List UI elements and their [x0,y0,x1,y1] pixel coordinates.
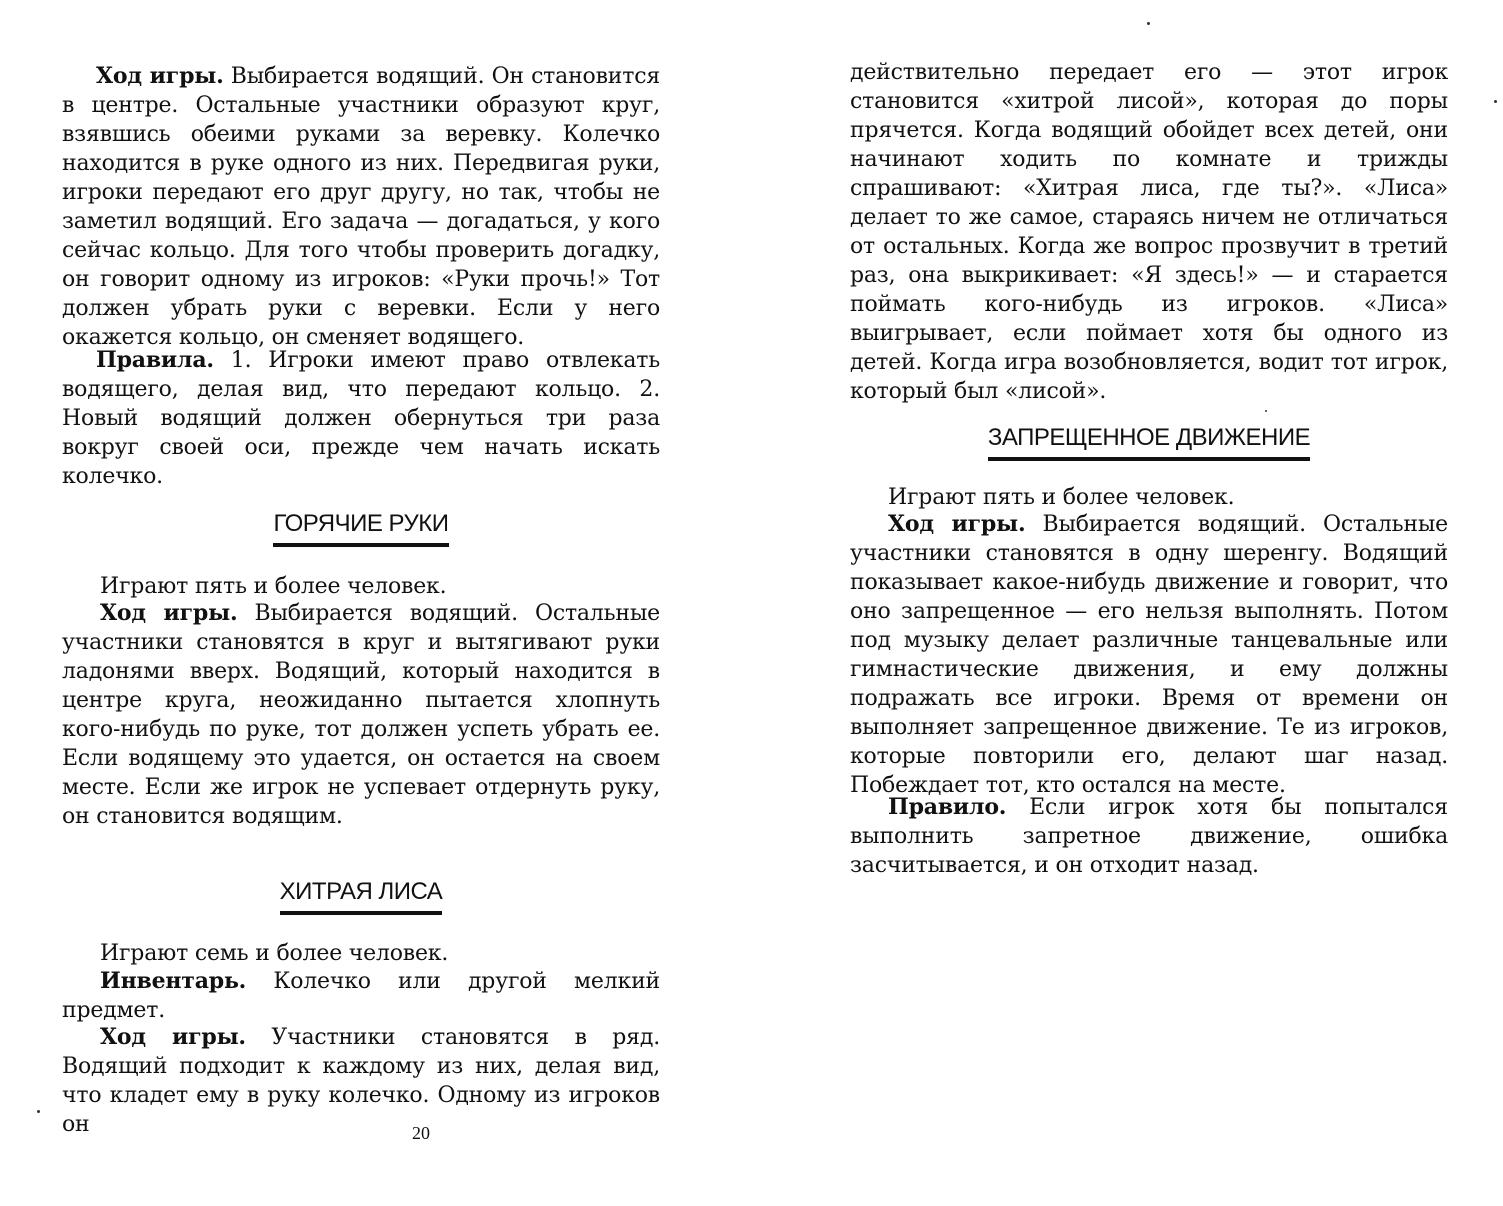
hot-hands-lead: Ход игры. [100,600,238,626]
forbidden-move-text: Выбирается водящий. Остальные участники становятся в одну шеренгу. Водящий показывает какое-нибудь движение и говорит, что оно запрещенное — его нельзя выполнять. Потом под музыку делает различные танцевальные или гимнастические движения, и ему должны подражать все игроки. Время от времени он выполняет запрещенное движение. Те из игроков, которые повторили его, делают шаг назад. Побеждает тот, кто остался на месте. [850,512,1448,798]
sly-fox-paragraph [62,1023,660,1139]
hot-hands-text: Выбирается водящий. Остальные участники становятся в круг и вытягивают руки ладонями вверх. Водящий, который находится в центре круга, неожиданно пытается хлопнуть кого-нибудь по руке, тот должен успеть убрать ее. Если водящему это удается, он остается на своем месте. Если же игрок не успевает отдернуть руку, он становится водящим. [62,601,660,829]
left-intro-lead: Ход игры. [96,63,224,89]
hot-hands-players: Играют пять и более человек. [100,574,447,599]
sly-fox-inventory-lead: Инвентарь. [100,968,247,994]
hot-hands-paragraph [62,599,660,831]
scan-speck [37,1110,40,1113]
forbidden-move-title: ЗАПРЕЩЕННОЕ ДВИЖЕНИЕ [988,424,1310,461]
hot-hands-heading-wrap [62,510,660,547]
sly-fox-text: Участники становятся в ряд. Водящий подходит к каждому из них, делая вид, что кладет ему в руку колечко. Одному из игроков он [62,1025,660,1137]
sly-fox-inventory-text: Колечко или другой мелкий предмет. [62,969,660,1023]
sly-fox-heading-wrap [62,878,660,915]
forbidden-move-paragraph [850,510,1448,800]
sly-fox-lead: Ход игры. [100,1024,246,1050]
sly-fox-continuation: действительно передает его — этот игрок становится «хитрой лисой», которая до поры прячется. Когда водящий обойдет всех детей, они начинают ходить по комнате и трижды спрашивают: «Хитрая лиса, где ты?». «Лиса» делает то же самое, стараясь ничем не отличаться от остальных. Когда же вопрос прозвучит в третий раз, она выкрикивает: «Я здесь!» — и старается поймать кого-нибудь из игроков. «Лиса» выигрывает, если поймает хотя бы одного из детей. Когда игра возобновляется, водит тот игрок, который был «лисой». [850,60,1448,404]
left-intro-paragraph [62,62,660,352]
scan-speck [1147,22,1150,25]
left-rules-lead: Правила. [96,347,214,373]
forbidden-move-rule-text: Если игрок хотя бы попытался выполнить запретное движение, ошибка засчитывается, и он отходит назад. [850,795,1448,878]
forbidden-move-lead: Ход игры. [888,511,1026,537]
sly-fox-players: Играют семь и более человек. [100,941,449,966]
hot-hands-title: ГОРЯЧИЕ РУКИ [273,510,448,547]
scan-speck [1265,410,1267,412]
sly-fox-inventory-paragraph [62,967,660,1025]
forbidden-move-rule-paragraph [850,793,1448,880]
left-rules-paragraph [62,346,660,491]
left-rules-text: 1. Игроки имеют право отвлекать водящего, делая вид, что передают кольцо. 2. Новый водящий должен обернуться три раза вокруг своей оси, прежде чем начать искать колечко. [62,348,660,489]
page-number: 20 [412,1123,430,1143]
sly-fox-title: ХИТРАЯ ЛИСА [280,878,443,915]
forbidden-move-rule-lead: Правило. [888,794,1007,820]
forbidden-move-players: Играют пять и более человек. [888,485,1235,510]
forbidden-move-heading-wrap [850,424,1448,461]
scan-speck [1494,100,1497,103]
left-intro-text: Выбирается водящий. Он становится в центре. Остальные участники образуют круг, взявшись обеими руками за веревку. Колечко находится в руке одного из них. Передвигая руки, игроки передают его друг другу, но так, чтобы не заметил водящий. Его задача — догадаться, у кого сейчас кольцо. Для того чтобы проверить догадку, он говорит одному из игроков: «Руки прочь!» Тот должен убрать руки с веревки. Если у него окажется кольцо, он сменяет водящего. [62,64,661,350]
